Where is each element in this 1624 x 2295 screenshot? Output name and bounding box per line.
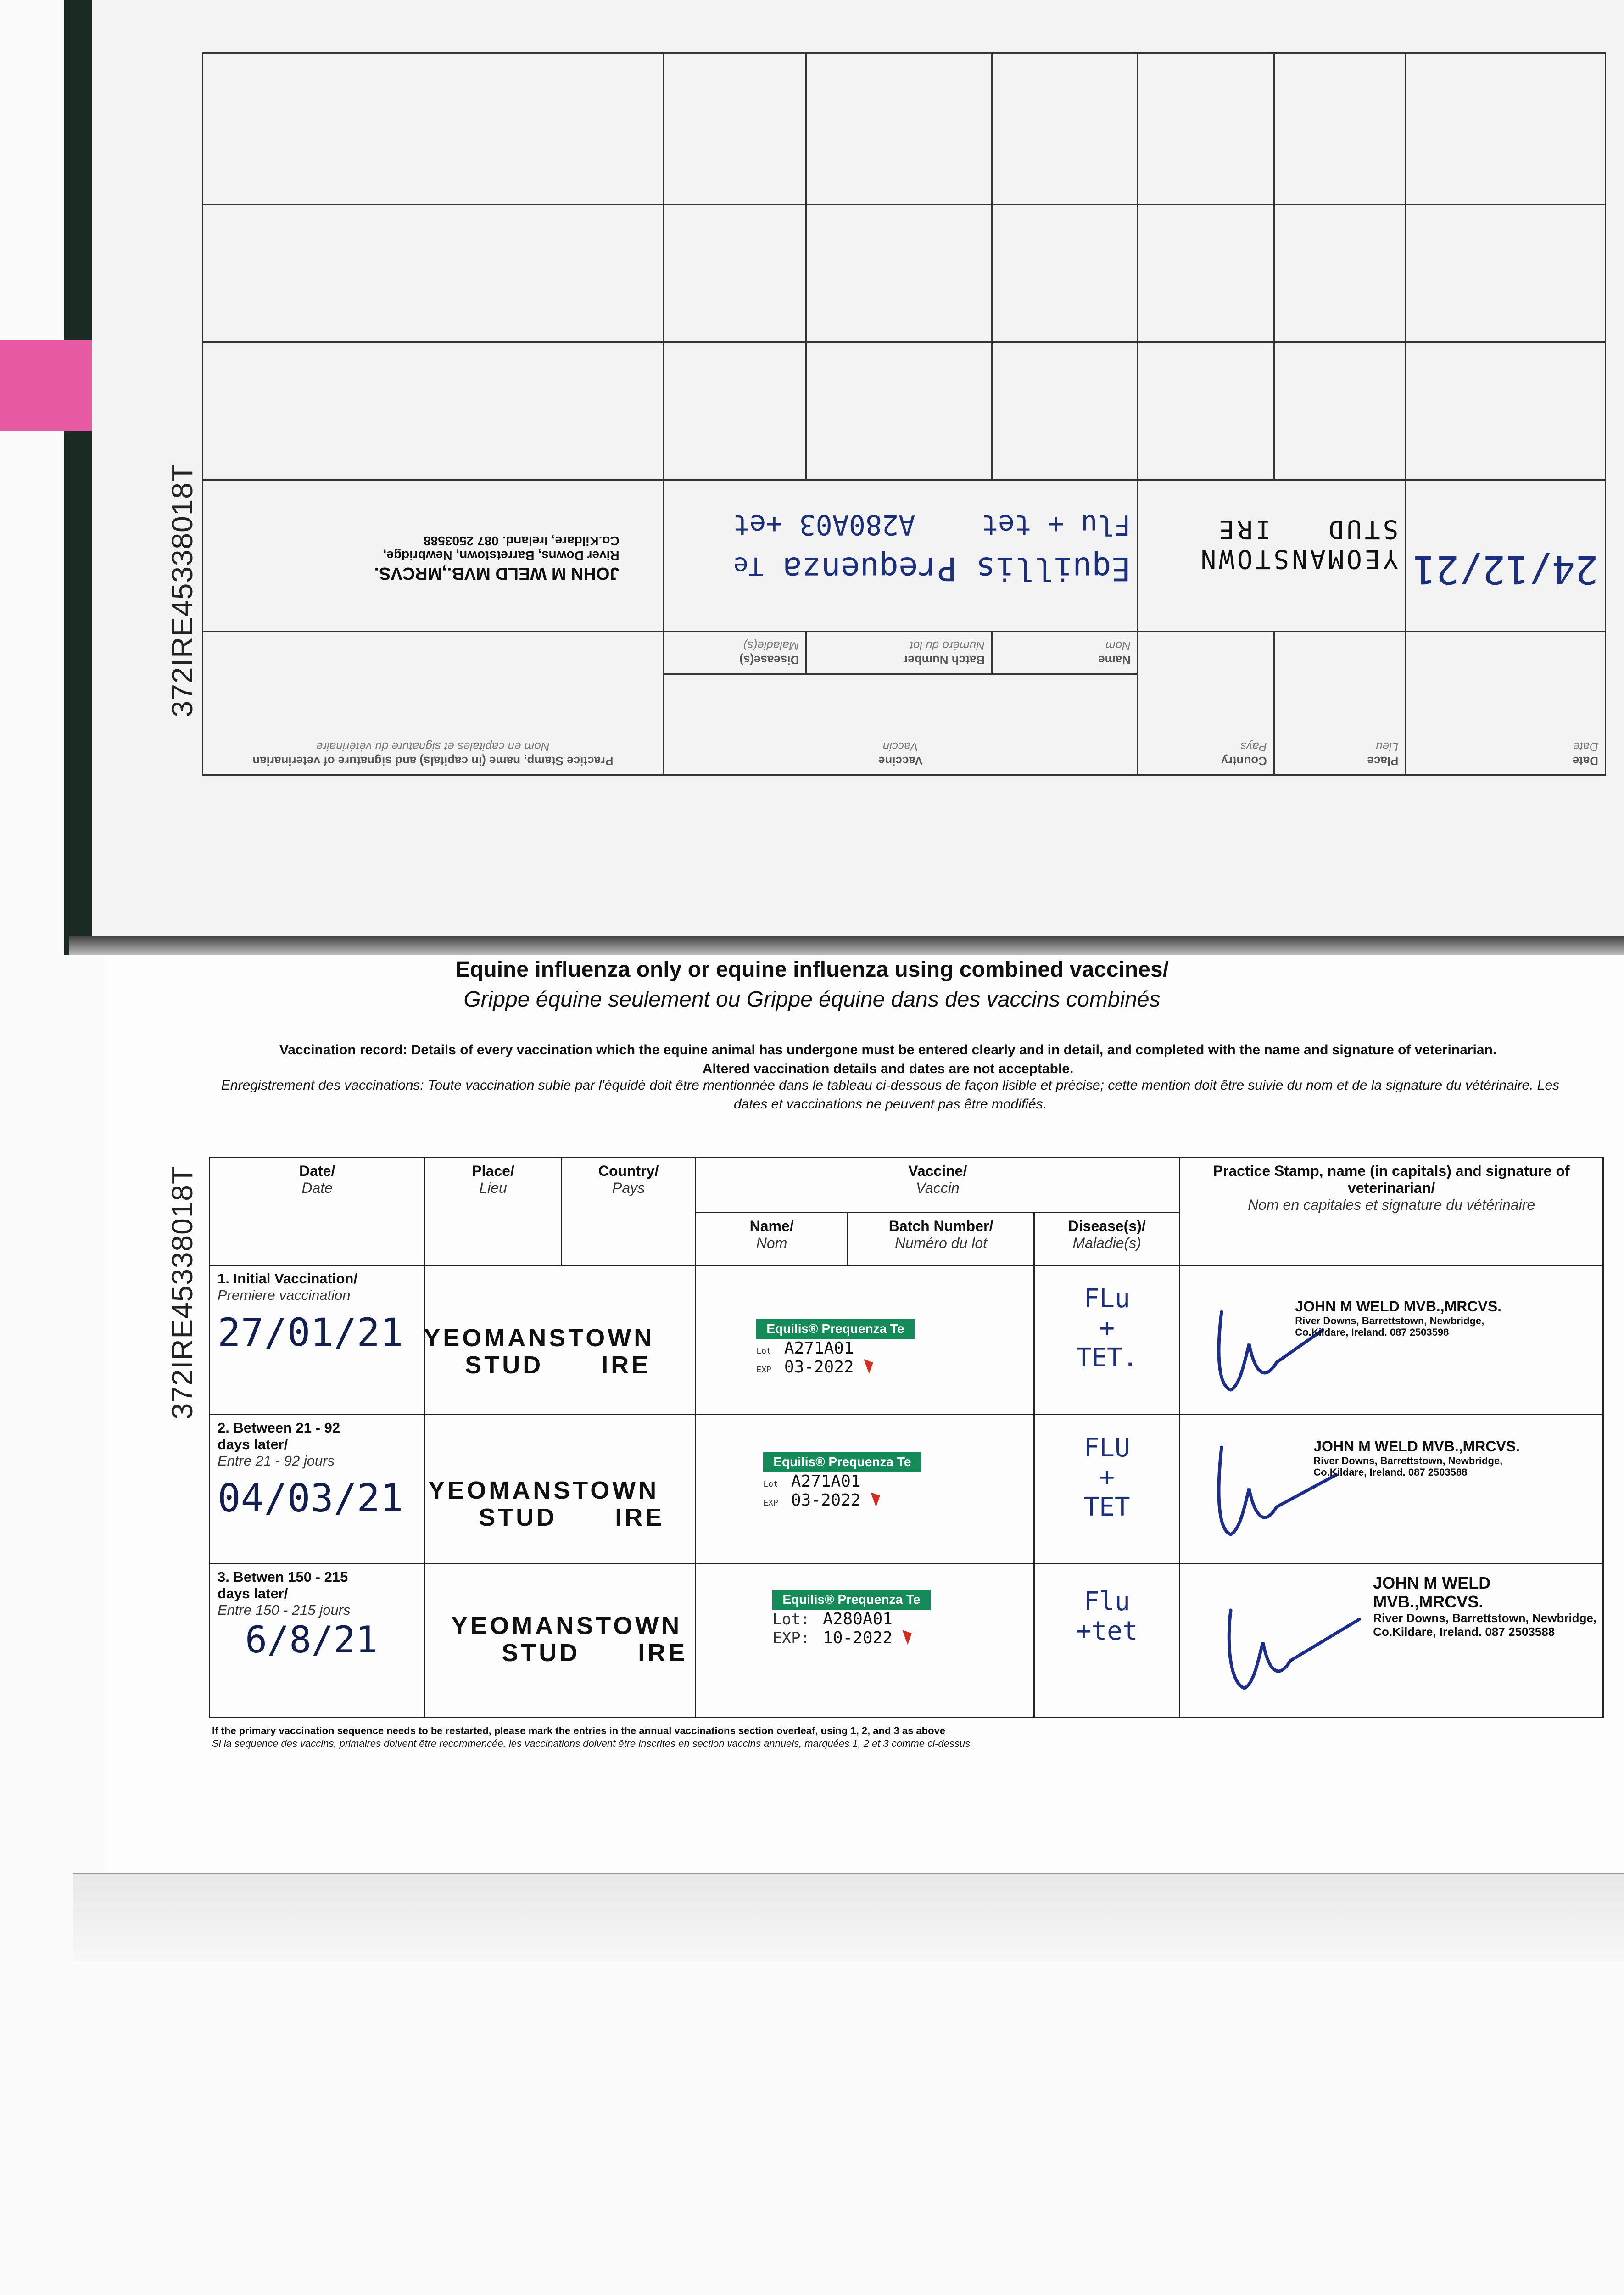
upper-header-name: Name Nom [992, 632, 1138, 674]
header-diseases: Disease(s)/ Maladie(s) [1034, 1213, 1180, 1265]
upper-vaccination-table [202, 64, 1606, 776]
footnote-fr: Si la sequence des vaccins, primaires doivent être recommencée, les vaccinations doivent être inscrites en section vaccins annuels, marquées 1, 2 et 3 comme ci-dessus [212, 1738, 971, 1749]
header-name: Name/ Nom [696, 1213, 848, 1265]
row1-date: 27/01/21 [218, 1310, 403, 1355]
vaccination-table [209, 1157, 1604, 1717]
upper-entry-date: 24/12/21 [1406, 480, 1606, 632]
upper-entry-stamp: JOHN M WELD MVB.,MRCVS. River Downs, Barretstown, Newbridge, Co.Kildare, Ireland. 087 2503588 [203, 480, 664, 632]
upper-empty-row [203, 342, 1606, 480]
row2-place-country: YEOMANSTOWN STUD IRE [425, 1415, 696, 1564]
row3-disease: Flu +tet [1034, 1564, 1180, 1718]
upper-entry-place: YEOMANSTOWN STUD IRE [1138, 480, 1406, 632]
upper-header-stamp: Practice Stamp, name (in capitals) and signature of veterinarian Nom en capitales et signature du vétérinaire [203, 632, 664, 775]
record-instructions-fr: Enregistrement des vaccinations: Toute vaccination subie par l'équidé doit être mentionnée dans le tableau ci-dessous de façon lisible et précise; cette mention doit être suivie du nom et de la signature du vétérinaire. Les dates et vaccinations ne peuvent pas être modifiés. [221, 1078, 1560, 1112]
vaccination-row-2 [210, 1415, 1603, 1564]
header-practice-stamp: Practice Stamp, name (in capitals) and signature of veterinarian/ Nom en capitales et signature du vétérinaire [1180, 1158, 1603, 1265]
row1-place-country: YEOMANSTOWN STUD IRE [425, 1265, 696, 1415]
vaccine-sticker: Equilis® Prequenza Te [763, 1452, 921, 1472]
row1-disease: FLu + TET. [1034, 1265, 1180, 1415]
upper-empty-row [203, 205, 1606, 342]
section-title-fr: Grippe équine seulement ou Grippe équine dans des vaccins combinés [463, 987, 1161, 1012]
row1-date-cell: 1. Initial Vaccination/ Premiere vaccination 27/01/21 [210, 1265, 425, 1415]
header-batch-number: Batch Number/ Numéro du lot [848, 1213, 1034, 1265]
footnote: If the primary vaccination sequence needs to be restarted, please mark the entries in the annual vaccinations section overleaf, using 1, 2, and 3 as above [212, 1725, 946, 1736]
row2-vaccine-label: Equilis® Prequenza Te Lot A271A01 EXP 03-2022 [696, 1415, 1034, 1564]
header-date: Date/ Date [210, 1158, 425, 1265]
row3-date: 6/8/21 [245, 1618, 378, 1661]
vet-signature [1212, 1583, 1368, 1702]
upper-entry-vaccine: Equillis Prequenza Te Flu + tet A280A03 +et [663, 480, 1138, 632]
row1-vet-stamp: JOHN M WELD MVB.,MRCVS. River Downs, Barrettstown, Newbridge, Co.Kildare, Ireland. 087 2503598 [1180, 1265, 1603, 1415]
record-instructions: Vaccination record: Details of every vaccination which the equine animal has undergone must be entered clearly and in detail, and completed with the name and signature of veterinarian. Altered vaccination details and dates are not acceptable. [279, 1042, 1497, 1076]
upper-header-disease: Disease(s) Maladie(s) [663, 632, 806, 674]
row1-vaccine-label: Equilis® Prequenza Te Lot A271A01 EXP 03-2022 [696, 1265, 1034, 1415]
vaccine-sticker: Equilis® Prequenza Te [772, 1590, 930, 1610]
row3-vaccine-label: Equilis® Prequenza Te Lot: A280A01 EXP: 10-2022 [696, 1564, 1034, 1718]
row3-place-country: YEOMANSTOWN STUD IRE [425, 1564, 696, 1718]
row2-date-cell: 2. Between 21 - 92 days later/ Entre 21 - 92 jours 04/03/21 [210, 1415, 425, 1564]
row3-vet-stamp: JOHN M WELD MVB.,MRCVS. River Downs, Barrettstown, Newbridge, Co.Kildare, Ireland. 087 2503588 [1180, 1564, 1603, 1718]
upper-empty-row [203, 53, 1606, 205]
vaccination-row-3 [210, 1564, 1603, 1718]
row3-date-cell: 3. Betwen 150 - 215 days later/ Entre 150 - 215 jours 6/8/21 [210, 1564, 425, 1718]
pink-tab [0, 340, 92, 431]
row2-disease: FLU + TET [1034, 1415, 1180, 1564]
header-vaccine: Vaccine/ Vaccin [696, 1158, 1180, 1213]
row2-vet-stamp: JOHN M WELD MVB.,MRCVS. River Downs, Barrettstown, Newbridge, Co.Kildare, Ireland. 087 2503588 [1180, 1415, 1603, 1564]
header-country: Country/ Pays [561, 1158, 695, 1265]
page-bottom-edge [73, 1873, 1624, 1961]
header-place: Place/ Lieu [425, 1158, 562, 1265]
upper-entry-row [203, 480, 1606, 632]
upper-header-vaccine: Vaccine Vaccin [663, 674, 1138, 775]
upper-header-country: Country Pays [1138, 632, 1274, 775]
section-title: Equine influenza only or equine influenza using combined vaccines/ [455, 957, 1169, 982]
row2-date: 04/03/21 [218, 1476, 403, 1521]
upper-header-place: Place Lieu [1274, 632, 1406, 775]
upper-header-date: Date Date [1406, 632, 1606, 775]
upper-header-batch: Batch Number Numéro du lot [806, 632, 992, 674]
vaccination-row-1 [210, 1265, 1603, 1415]
passport-cover-edge [64, 0, 92, 955]
passport-number-upper: 372IRE45338018T [166, 464, 199, 717]
vaccine-sticker: Equilis® Prequenza Te [756, 1319, 914, 1339]
page-fold-shadow [69, 936, 1624, 955]
passport-number-lower: 372IRE45338018T [166, 1166, 199, 1420]
